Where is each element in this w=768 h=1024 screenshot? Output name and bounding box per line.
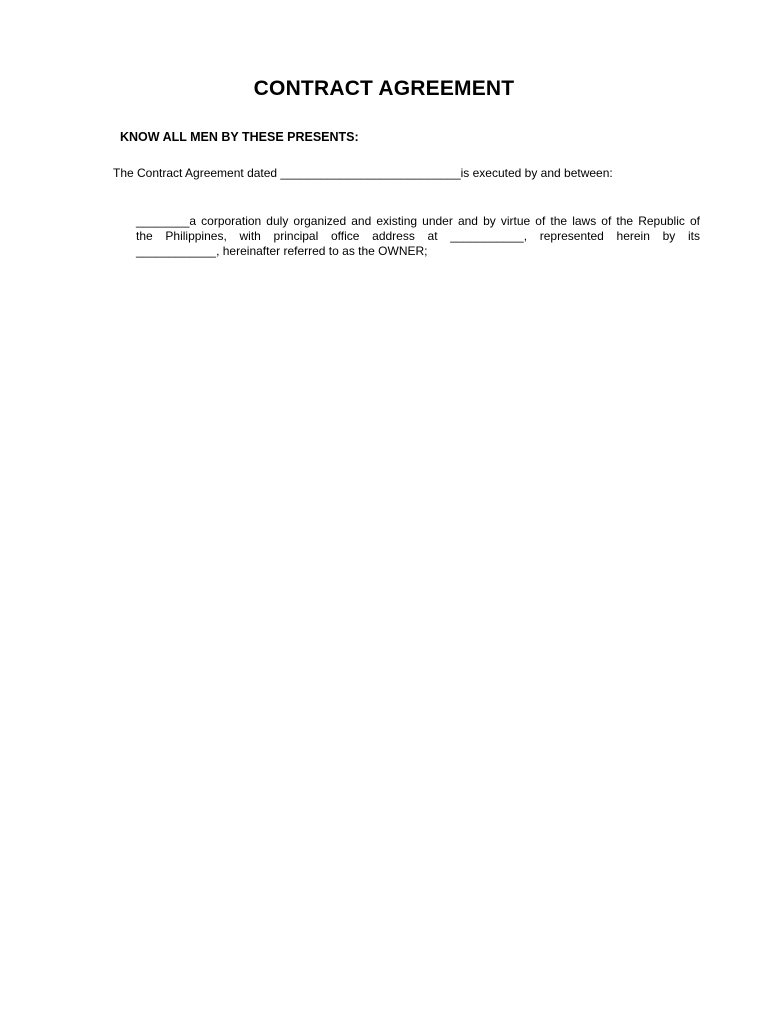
dated-line: The Contract Agreement dated ___________________________is executed by and between: <box>113 166 613 180</box>
owner-line-2: the Philippines, with principal office address at ___________, represented herein by its <box>136 229 700 243</box>
document-title: CONTRACT AGREEMENT <box>253 77 515 100</box>
owner-line-1: ________a corporation duly organized and existing under and by virtue of the laws of the Republic of <box>136 214 700 228</box>
whereas-1-paragraph <box>113 420 700 435</box>
list-item <box>160 841 179 859</box>
priority-list <box>160 823 179 877</box>
whereas-3-paragraph <box>113 557 700 572</box>
list-item <box>160 823 179 841</box>
whereas-2-paragraph <box>113 498 700 513</box>
now-therefore-paragraph <box>113 661 700 676</box>
list-item <box>160 859 179 877</box>
owner-line-3: ____________, hereinafter referred to as the OWNER; <box>136 244 428 258</box>
whereas-4-paragraph <box>113 616 700 631</box>
owner-paragraph <box>136 214 700 259</box>
know-all-heading: KNOW ALL MEN BY THESE PRESENTS: <box>120 130 359 144</box>
section-1-heading <box>136 721 182 736</box>
